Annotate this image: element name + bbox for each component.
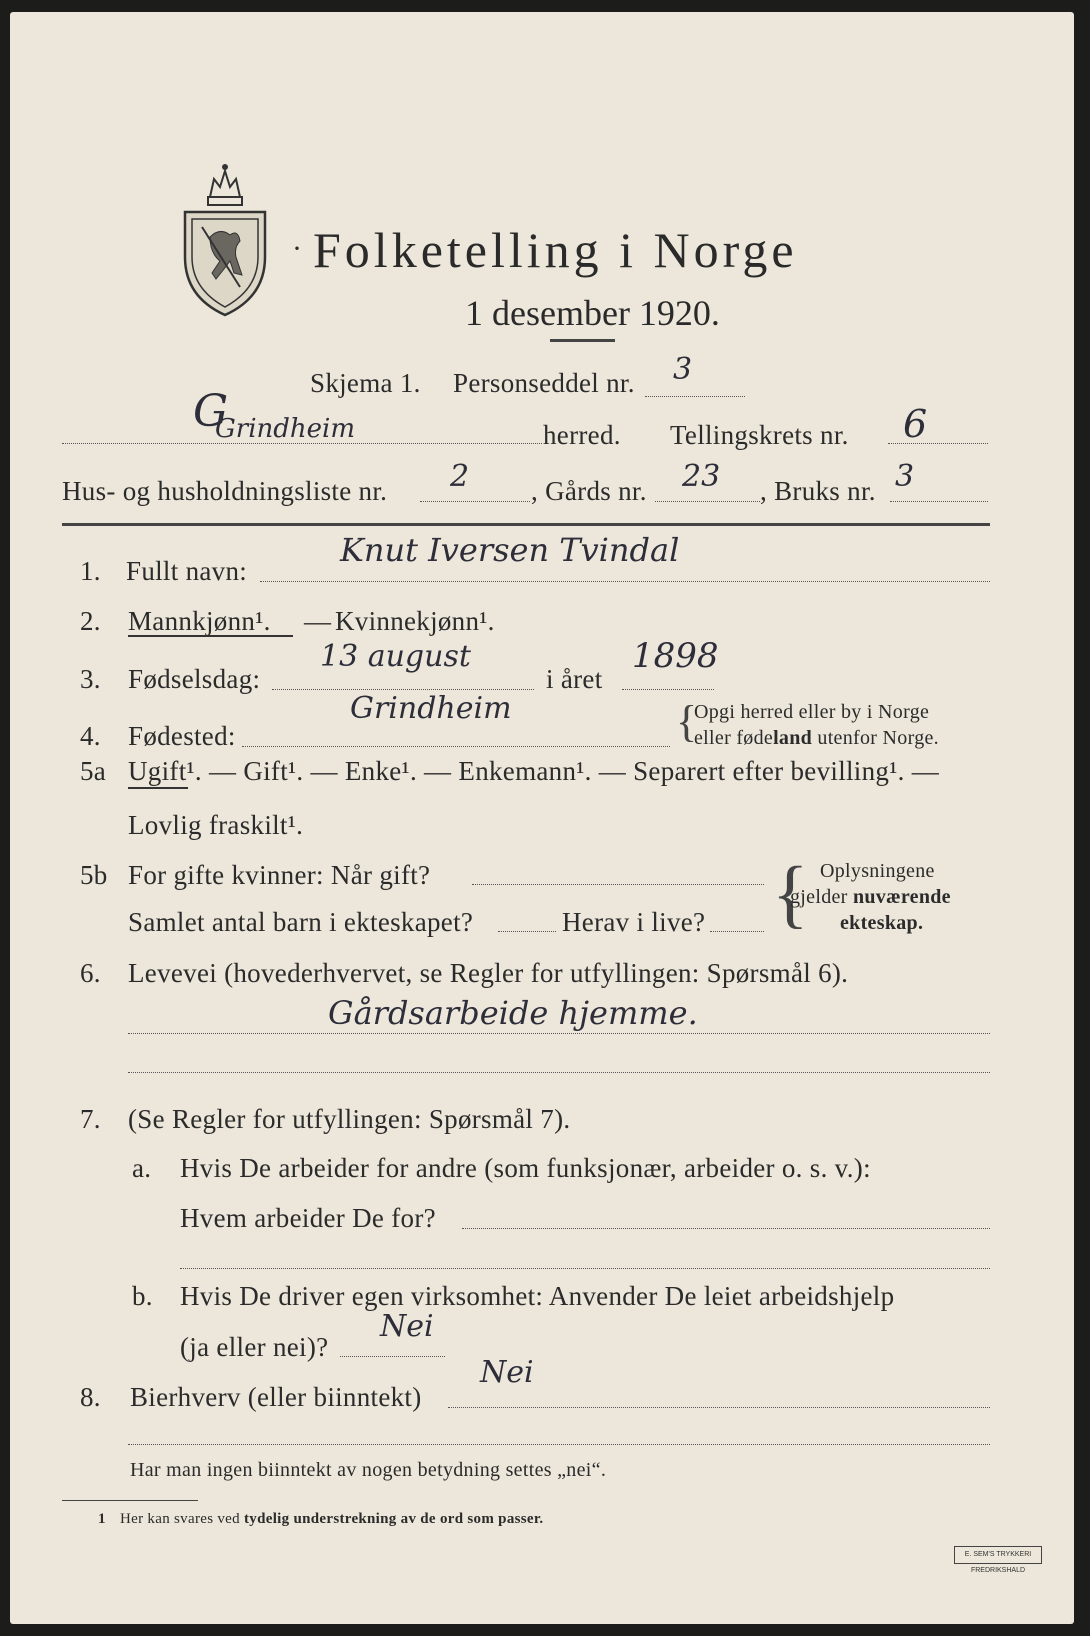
- q5b-alive-line: [710, 931, 764, 932]
- q5b-children-line: [498, 931, 556, 932]
- q7b-question: Hvis De driver egen virksomhet: Anvender De leiet arbeidshjelp: [180, 1281, 895, 1311]
- bruks-value: 3: [895, 459, 915, 494]
- q2-separator: —: [304, 606, 332, 636]
- income-note: Har man ingen biinntekt av nogen betydning settes „nei“.: [130, 1459, 607, 1481]
- q3-aret-label: i året: [546, 664, 603, 694]
- q7a-employer-line: [462, 1228, 990, 1229]
- q1-full-name: Knut Iversen Tvindal: [340, 531, 680, 569]
- q5b-number: 5b: [80, 860, 108, 890]
- q3-line: [272, 689, 534, 690]
- q3-year-value: 1898: [632, 636, 719, 676]
- footnote-mark: 1: [98, 1511, 106, 1527]
- q3-number: 3.: [80, 664, 101, 694]
- form-title: Folketelling i Norge: [313, 222, 798, 278]
- coat-of-arms-icon: [180, 157, 270, 317]
- q5a-options-line2: Lovlig fraskilt¹.: [128, 810, 304, 840]
- gards-value: 23: [682, 459, 721, 494]
- q5b-children-label: Samlet antal barn i ekteskapet?: [128, 907, 474, 937]
- q7a-letter: a.: [132, 1153, 152, 1183]
- q5b-when-married-label: For gifte kvinner: Når gift?: [128, 860, 431, 890]
- q5b-married-line: [472, 884, 764, 885]
- census-date: 1 desember 1920.: [465, 293, 720, 333]
- q5a-number: 5a: [80, 756, 107, 786]
- q7-number: 7.: [80, 1104, 101, 1134]
- title-divider: [550, 339, 615, 342]
- title-bullet: ·: [292, 232, 303, 265]
- q7b-answer-value: Nei: [380, 1309, 434, 1344]
- bruks-label: , Bruks nr.: [760, 476, 876, 506]
- herred-value: Grindheim: [215, 414, 356, 444]
- q7b-letter: b.: [132, 1281, 153, 1311]
- q4-note-line1: Opgi herred eller by i Norge: [694, 701, 930, 723]
- q2-number: 2.: [80, 606, 101, 636]
- tellingskrets-line: [888, 443, 988, 444]
- personseddel-value: 3: [673, 352, 693, 387]
- q4-label: Fødested:: [128, 721, 236, 751]
- printer-stamp: E. SEM'S TRYKKERI FREDRIKSHALD: [954, 1546, 1042, 1564]
- q7a-employer-label: Hvem arbeider De for?: [180, 1203, 436, 1233]
- q8-line: [448, 1407, 990, 1408]
- handwritten-initial: G: [193, 386, 229, 437]
- q8-label: Bierhverv (eller biinntekt): [130, 1382, 422, 1412]
- tellingskrets-value: 6: [903, 402, 928, 446]
- husliste-label: Hus- og husholdningsliste nr.: [62, 476, 388, 506]
- herred-line: [62, 443, 542, 444]
- q2-kvinnekjonn: Kvinnekjønn¹.: [335, 606, 495, 636]
- gards-label: , Gårds nr.: [531, 476, 647, 506]
- q4-number: 4.: [80, 721, 101, 751]
- q6-occupation-value: Gårdsarbeide hjemme.: [328, 994, 698, 1032]
- q4-line: [242, 746, 670, 747]
- q1-label: Fullt navn:: [126, 556, 248, 586]
- census-form-page: [10, 12, 1074, 1624]
- q3-label: Fødselsdag:: [128, 664, 261, 694]
- q6-label: Levevei (hovederhvervet, se Regler for utfyllingen: Spørsmål 6).: [128, 958, 849, 988]
- footnote-text: Her kan svares ved tydelig understrekning av de ord som passer.: [120, 1511, 544, 1527]
- q2-mannkjonn: Mannkjønn¹.: [128, 606, 271, 636]
- gards-line: [655, 501, 760, 502]
- personseddel-line: [645, 396, 745, 397]
- q6-number: 6.: [80, 958, 101, 988]
- q1-line: [260, 581, 990, 582]
- q8-line2: [128, 1444, 990, 1445]
- q8-number: 8.: [80, 1382, 101, 1412]
- q1-number: 1.: [80, 556, 101, 586]
- q5a-underline-mark: [128, 787, 188, 789]
- header-rule: [62, 523, 990, 526]
- bruks-line: [890, 501, 988, 502]
- q5b-note-line3: ekteskap.: [840, 912, 924, 934]
- q5b-note-line1: Oplysningene: [820, 860, 935, 882]
- q3-year-line: [622, 689, 714, 690]
- q5b-alive-label: Herav i live?: [562, 907, 706, 937]
- q7-label: (Se Regler for utfyllingen: Spørsmål 7).: [128, 1104, 571, 1134]
- personseddel-label: Personseddel nr.: [453, 368, 635, 398]
- q2-underline-mark: [128, 635, 293, 637]
- q7a-employer-line2: [180, 1268, 990, 1269]
- q4-note-line2: eller fødeland utenfor Norge.: [694, 727, 939, 749]
- herred-label: herred.: [543, 420, 621, 450]
- q5b-note-line2: gjelder nuværende: [790, 886, 951, 908]
- tellingskrets-label: Tellingskrets nr.: [670, 420, 849, 450]
- q6-line2: [128, 1072, 990, 1073]
- q7b-answer-line: [340, 1356, 445, 1357]
- q4-brace: {: [676, 697, 698, 746]
- q5a-options: Ugift¹. — Gift¹. — Enke¹. — Enkemann¹. — Separert efter bevilling¹. —: [128, 756, 939, 786]
- q7a-question: Hvis De arbeider for andre (som funksjonær, arbeider o. s. v.):: [180, 1153, 871, 1183]
- husliste-value: 2: [450, 459, 470, 494]
- schema-label: Skjema 1.: [310, 368, 421, 398]
- q7b-yes-no-label: (ja eller nei)?: [180, 1332, 329, 1362]
- q8-answer-value: Nei: [480, 1355, 534, 1390]
- q6-line1: [128, 1033, 990, 1034]
- footnote-rule: [62, 1500, 198, 1501]
- husliste-line: [420, 501, 530, 502]
- q4-birthplace-value: Grindheim: [350, 691, 512, 726]
- q3-birthday-value: 13 august: [320, 639, 471, 674]
- q5b-brace: {: [772, 852, 809, 936]
